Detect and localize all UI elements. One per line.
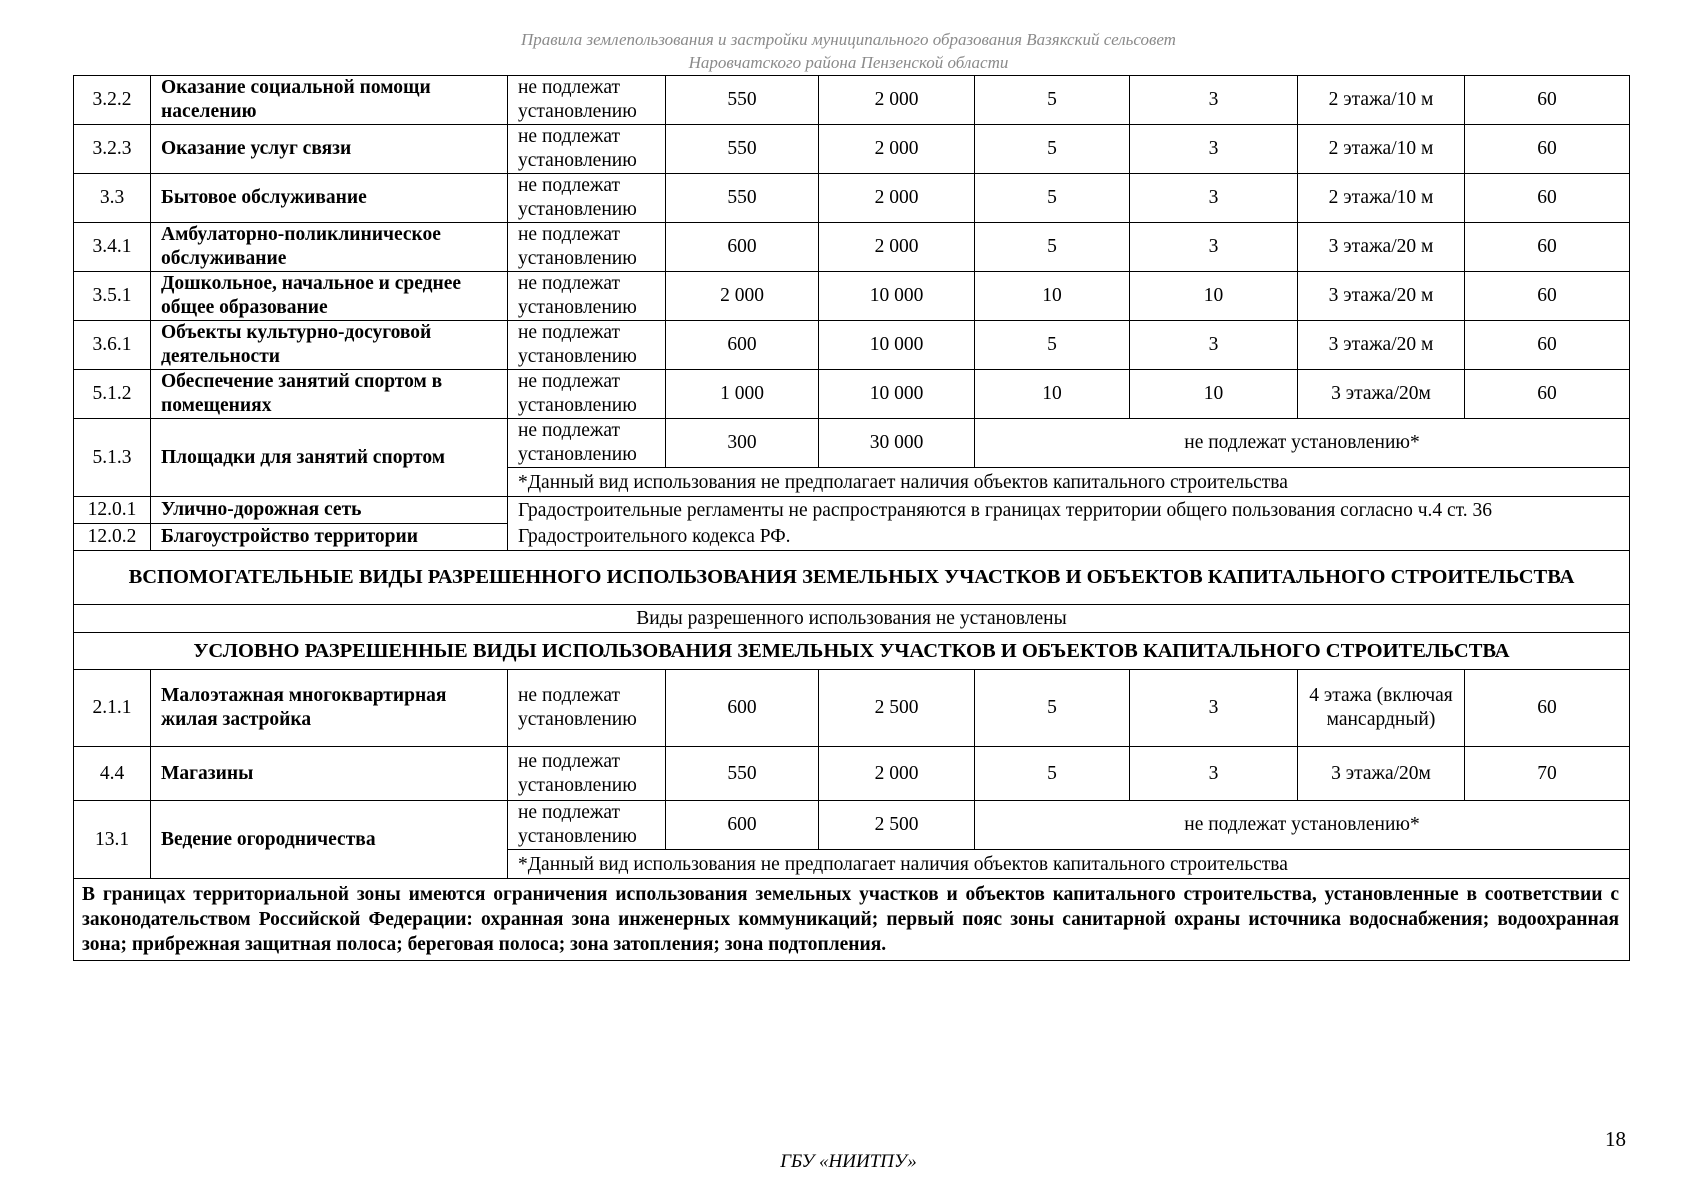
area-min-cell: 550 (666, 174, 819, 223)
table-row (74, 321, 1630, 370)
code-cell: 5.1.2 (74, 370, 151, 419)
height-cell: 3 этажа/20м (1298, 370, 1465, 419)
footnote-cell: *Данный вид использования не предполагает наличия объектов капитального строительства (508, 468, 1630, 497)
code-cell: 3.4.1 (74, 223, 151, 272)
height-cell: 2 этажа/10 м (1298, 76, 1465, 125)
min-size-cell: не подлежат установлению (508, 76, 666, 125)
indent-front-cell: 5 (975, 125, 1130, 174)
indent-front-cell: 5 (975, 321, 1130, 370)
indent-other-cell: 3 (1130, 76, 1298, 125)
height-cell: 2 этажа/10 м (1298, 125, 1465, 174)
indent-front-cell: 10 (975, 370, 1130, 419)
coverage-cell: 60 (1465, 76, 1630, 125)
area-max-cell: 2 000 (819, 76, 975, 125)
table-row (74, 174, 1630, 223)
height-cell: 4 этажа (включая мансардный) (1298, 670, 1465, 747)
area-min-cell: 600 (666, 801, 819, 850)
table-row (74, 272, 1630, 321)
name-cell: Магазины (151, 747, 508, 801)
name-cell: Площадки для занятий спортом (151, 419, 508, 497)
zoning-table (73, 75, 1630, 961)
name-cell: Улично-дорожная сеть (151, 497, 508, 524)
name-cell: Ведение огородничества (151, 801, 508, 879)
section-title-conditional: УСЛОВНО РАЗРЕШЕННЫЕ ВИДЫ ИСПОЛЬЗОВАНИЯ ЗЕМЕЛЬНЫХ УЧАСТКОВ И ОБЪЕКТОВ КАПИТАЛЬНОГО СТРОИТЕЛЬСТВА (74, 633, 1630, 670)
area-max-cell: 10 000 (819, 272, 975, 321)
indent-front-cell: 5 (975, 223, 1130, 272)
code-cell: 2.1.1 (74, 670, 151, 747)
code-cell: 3.5.1 (74, 272, 151, 321)
code-cell: 13.1 (74, 801, 151, 879)
area-max-cell: 2 500 (819, 670, 975, 747)
table-row (74, 605, 1630, 633)
table-row (74, 370, 1630, 419)
not-established-cell: не подлежат установлению* (975, 419, 1630, 468)
indent-front-cell: 10 (975, 272, 1130, 321)
min-size-cell: не подлежат установлению (508, 125, 666, 174)
area-min-cell: 600 (666, 670, 819, 747)
table-row (74, 879, 1630, 961)
area-min-cell: 550 (666, 76, 819, 125)
code-cell: 4.4 (74, 747, 151, 801)
height-cell: 3 этажа/20 м (1298, 272, 1465, 321)
name-cell: Обеспечение занятий спортом в помещениях (151, 370, 508, 419)
coverage-cell: 60 (1465, 370, 1630, 419)
min-size-cell: не подлежат установлению (508, 801, 666, 850)
footer: ГБУ «НИИТПУ» (780, 1151, 917, 1172)
area-min-cell: 1 000 (666, 370, 819, 419)
area-max-cell: 10 000 (819, 370, 975, 419)
indent-other-cell: 3 (1130, 223, 1298, 272)
table-row (74, 125, 1630, 174)
name-cell: Амбулаторно-поликлиническое обслуживание (151, 223, 508, 272)
indent-other-cell: 3 (1130, 125, 1298, 174)
min-size-cell: не подлежат установлению (508, 272, 666, 321)
min-size-cell: не подлежат установлению (508, 223, 666, 272)
area-max-cell: 30 000 (819, 419, 975, 468)
height-cell: 2 этажа/10 м (1298, 174, 1465, 223)
table-row (74, 223, 1630, 272)
area-max-cell: 2 000 (819, 747, 975, 801)
coverage-cell: 60 (1465, 125, 1630, 174)
name-cell: Оказание услуг связи (151, 125, 508, 174)
section-row (74, 551, 1630, 605)
indent-other-cell: 3 (1130, 321, 1298, 370)
area-max-cell: 2 500 (819, 801, 975, 850)
code-cell: 12.0.2 (74, 524, 151, 551)
height-cell: 3 этажа/20 м (1298, 223, 1465, 272)
name-cell: Объекты культурно-досуговой деятельности (151, 321, 508, 370)
indent-front-cell: 5 (975, 76, 1130, 125)
table-row (74, 419, 1630, 468)
min-size-cell: не подлежат установлению (508, 321, 666, 370)
regulation-note-cell: Градостроительные регламенты не распространяются в границах территории общего пользования согласно ч.4 ст. 36 Градостроительного кодекса РФ. (508, 497, 1630, 551)
not-established-cell: не подлежат установлению* (975, 801, 1630, 850)
table-row (74, 801, 1630, 850)
area-max-cell: 2 000 (819, 223, 975, 272)
auxiliary-uses-text: Виды разрешенного использования не установлены (74, 605, 1630, 633)
coverage-cell: 60 (1465, 272, 1630, 321)
name-cell: Оказание социальной помощи населению (151, 76, 508, 125)
area-min-cell: 300 (666, 419, 819, 468)
area-max-cell: 10 000 (819, 321, 975, 370)
area-min-cell: 600 (666, 321, 819, 370)
table-row (74, 76, 1630, 125)
min-size-cell: не подлежат установлению (508, 174, 666, 223)
coverage-cell: 60 (1465, 670, 1630, 747)
page-number: 18 (1605, 1127, 1626, 1151)
section-row (74, 633, 1630, 670)
height-cell: 3 этажа/20м (1298, 747, 1465, 801)
code-cell: 3.6.1 (74, 321, 151, 370)
min-size-cell: не подлежат установлению (508, 747, 666, 801)
table-row (74, 747, 1630, 801)
indent-other-cell: 10 (1130, 370, 1298, 419)
code-cell: 3.2.2 (74, 76, 151, 125)
indent-front-cell: 5 (975, 670, 1130, 747)
area-max-cell: 2 000 (819, 174, 975, 223)
name-cell: Бытовое обслуживание (151, 174, 508, 223)
height-cell: 3 этажа/20 м (1298, 321, 1465, 370)
area-min-cell: 2 000 (666, 272, 819, 321)
indent-front-cell: 5 (975, 747, 1130, 801)
name-cell: Благоустройство территории (151, 524, 508, 551)
code-cell: 5.1.3 (74, 419, 151, 497)
code-cell: 3.3 (74, 174, 151, 223)
name-cell: Малоэтажная многоквартирная жилая застройка (151, 670, 508, 747)
area-min-cell: 550 (666, 747, 819, 801)
table-row (74, 497, 1630, 524)
code-cell: 3.2.3 (74, 125, 151, 174)
table-body (74, 76, 1630, 961)
coverage-cell: 60 (1465, 174, 1630, 223)
min-size-cell: не подлежат установлению (508, 670, 666, 747)
indent-other-cell: 3 (1130, 174, 1298, 223)
name-cell: Дошкольное, начальное и среднее общее образование (151, 272, 508, 321)
footnote-cell: *Данный вид использования не предполагает наличия объектов капитального строительства (508, 850, 1630, 879)
indent-front-cell: 5 (975, 174, 1130, 223)
coverage-cell: 60 (1465, 321, 1630, 370)
coverage-cell: 60 (1465, 223, 1630, 272)
code-cell: 12.0.1 (74, 497, 151, 524)
area-min-cell: 550 (666, 125, 819, 174)
indent-other-cell: 3 (1130, 670, 1298, 747)
restrictions-note: В границах территориальной зоны имеются ограничения использования земельных участков и объектов капитального строительства, установленные в соответствии с законодательством Российской Федерации: охранная зона инженерных коммуникаций; первый пояс зоны санитарной охраны источника водоснабжения; водоохранная зона; прибрежная защитная полоса; береговая полоса; зона затопления; зона подтопления. (74, 879, 1630, 961)
running-header-line-2: Наровчатского района Пензенской области (688, 53, 1009, 72)
running-header-line-1: Правила землепользования и застройки муниципального образования Вазякский сельсовет (521, 30, 1176, 49)
table-row (74, 670, 1630, 747)
min-size-cell: не подлежат установлению (508, 419, 666, 468)
coverage-cell: 70 (1465, 747, 1630, 801)
section-title-auxiliary: ВСПОМОГАТЕЛЬНЫЕ ВИДЫ РАЗРЕШЕННОГО ИСПОЛЬЗОВАНИЯ ЗЕМЕЛЬНЫХ УЧАСТКОВ И ОБЪЕКТОВ КАПИТАЛЬНОГО СТРОИТЕЛЬСТВА (74, 551, 1630, 605)
min-size-cell: не подлежат установлению (508, 370, 666, 419)
indent-other-cell: 10 (1130, 272, 1298, 321)
area-max-cell: 2 000 (819, 125, 975, 174)
area-min-cell: 600 (666, 223, 819, 272)
indent-other-cell: 3 (1130, 747, 1298, 801)
